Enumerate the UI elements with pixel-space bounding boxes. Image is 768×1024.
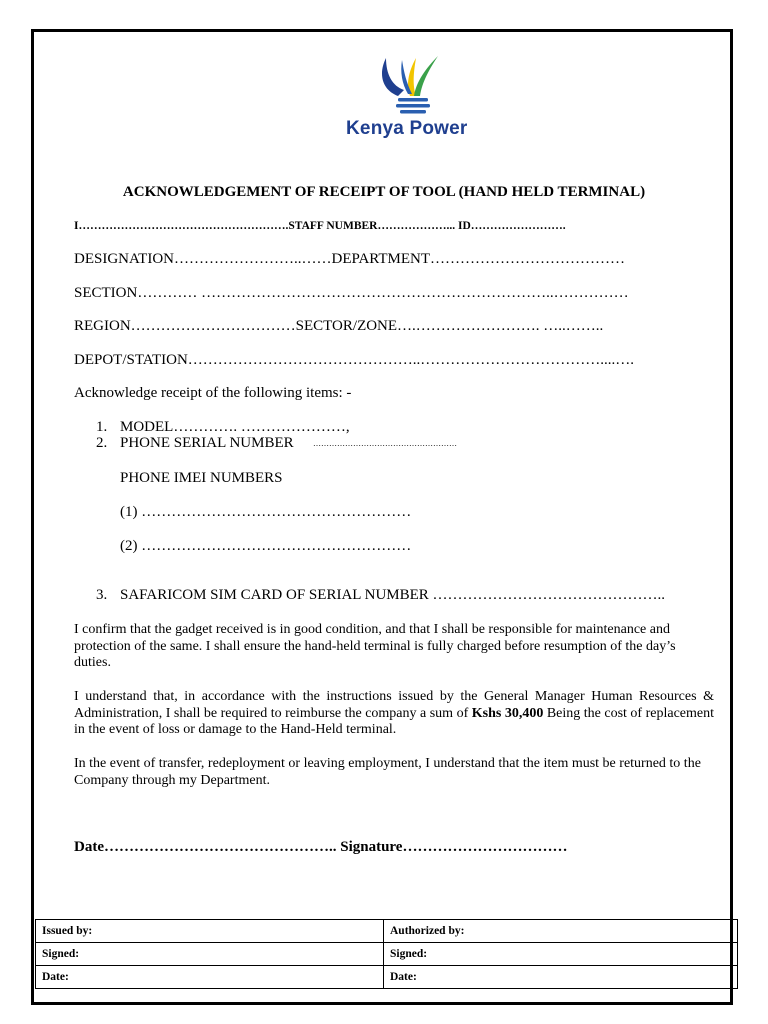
designation-department-line: DESIGNATION……………………..……DEPARTMENT………………………………… xyxy=(74,251,626,267)
date-right-cell: Date: xyxy=(384,966,738,989)
name-staff-id-line: I……………………………………………….STAFF NUMBER………………... ID……………………. xyxy=(74,220,566,232)
issued-by-cell: Issued by: xyxy=(36,920,384,943)
brand-name: Kenya Power xyxy=(346,118,468,139)
transfer-paragraph: In the event of transfer, redeployment or leaving employment, I understand that the item must be returned to the Company through my Department. xyxy=(74,756,701,788)
authorized-by-cell: Authorized by: xyxy=(384,920,738,943)
imei-1-line: (1) ……………………………………………… xyxy=(120,504,412,520)
reimburse-amount: Kshs 30,400 xyxy=(471,705,544,721)
item-2-serial-dots: ……………………………………………… xyxy=(313,439,457,448)
depot-station-line: DEPOT/STATION………………………………………..………………………………....…. xyxy=(74,352,635,368)
item-2-serial: PHONE SERIAL NUMBER xyxy=(120,435,294,451)
section-line: SECTION………… ……………………………………………………………..…………… xyxy=(74,285,629,301)
imei-heading: PHONE IMEI NUMBERS xyxy=(120,470,283,486)
signed-left-cell: Signed: xyxy=(36,943,384,966)
table-row xyxy=(36,966,738,989)
acknowledge-intro: Acknowledge receipt of the following items: - xyxy=(74,385,352,401)
reimburse-text-after: Being the cost of replacement in the event of loss or damage to the Hand-Held terminal. xyxy=(74,705,714,737)
item-1-model: MODEL…………. …………………, xyxy=(120,419,350,435)
item-3-number: 3. xyxy=(96,587,108,603)
signed-right-cell: Signed: xyxy=(384,943,738,966)
table-row xyxy=(36,943,738,966)
document-title: ACKNOWLEDGEMENT OF RECEIPT OF TOOL (HAND HELD TERMINAL) xyxy=(122,184,646,200)
table-row xyxy=(36,920,738,943)
date-left-cell: Date: xyxy=(36,966,384,989)
reimburse-text-before: I understand that, in accordance with the instructions issued by the General Manager Human Resources & Administration, I shall be required to reimburse the company a sum of xyxy=(74,689,714,721)
approval-table xyxy=(35,919,738,989)
confirm-paragraph: I confirm that the gadget received is in good condition, and that I shall be responsible for maintenance and protection of the same. I shall ensure the hand-held terminal is fully charged before resumption of the day’s duties. xyxy=(74,622,676,670)
region-sector-line: REGION……………………………SECTOR/ZONE….……………………. …..…….. xyxy=(74,318,604,334)
item-3-sim-card: SAFARICOM SIM CARD OF SERIAL NUMBER ……………………………………….. xyxy=(120,587,666,603)
item-1-number: 1. xyxy=(96,419,108,435)
date-signature-line: Date……………………………………….. Signature…………………………… xyxy=(74,839,568,855)
imei-2-line: (2) ……………………………………………… xyxy=(120,538,412,554)
item-2-number: 2. xyxy=(96,435,108,451)
reimburse-paragraph xyxy=(74,689,714,739)
